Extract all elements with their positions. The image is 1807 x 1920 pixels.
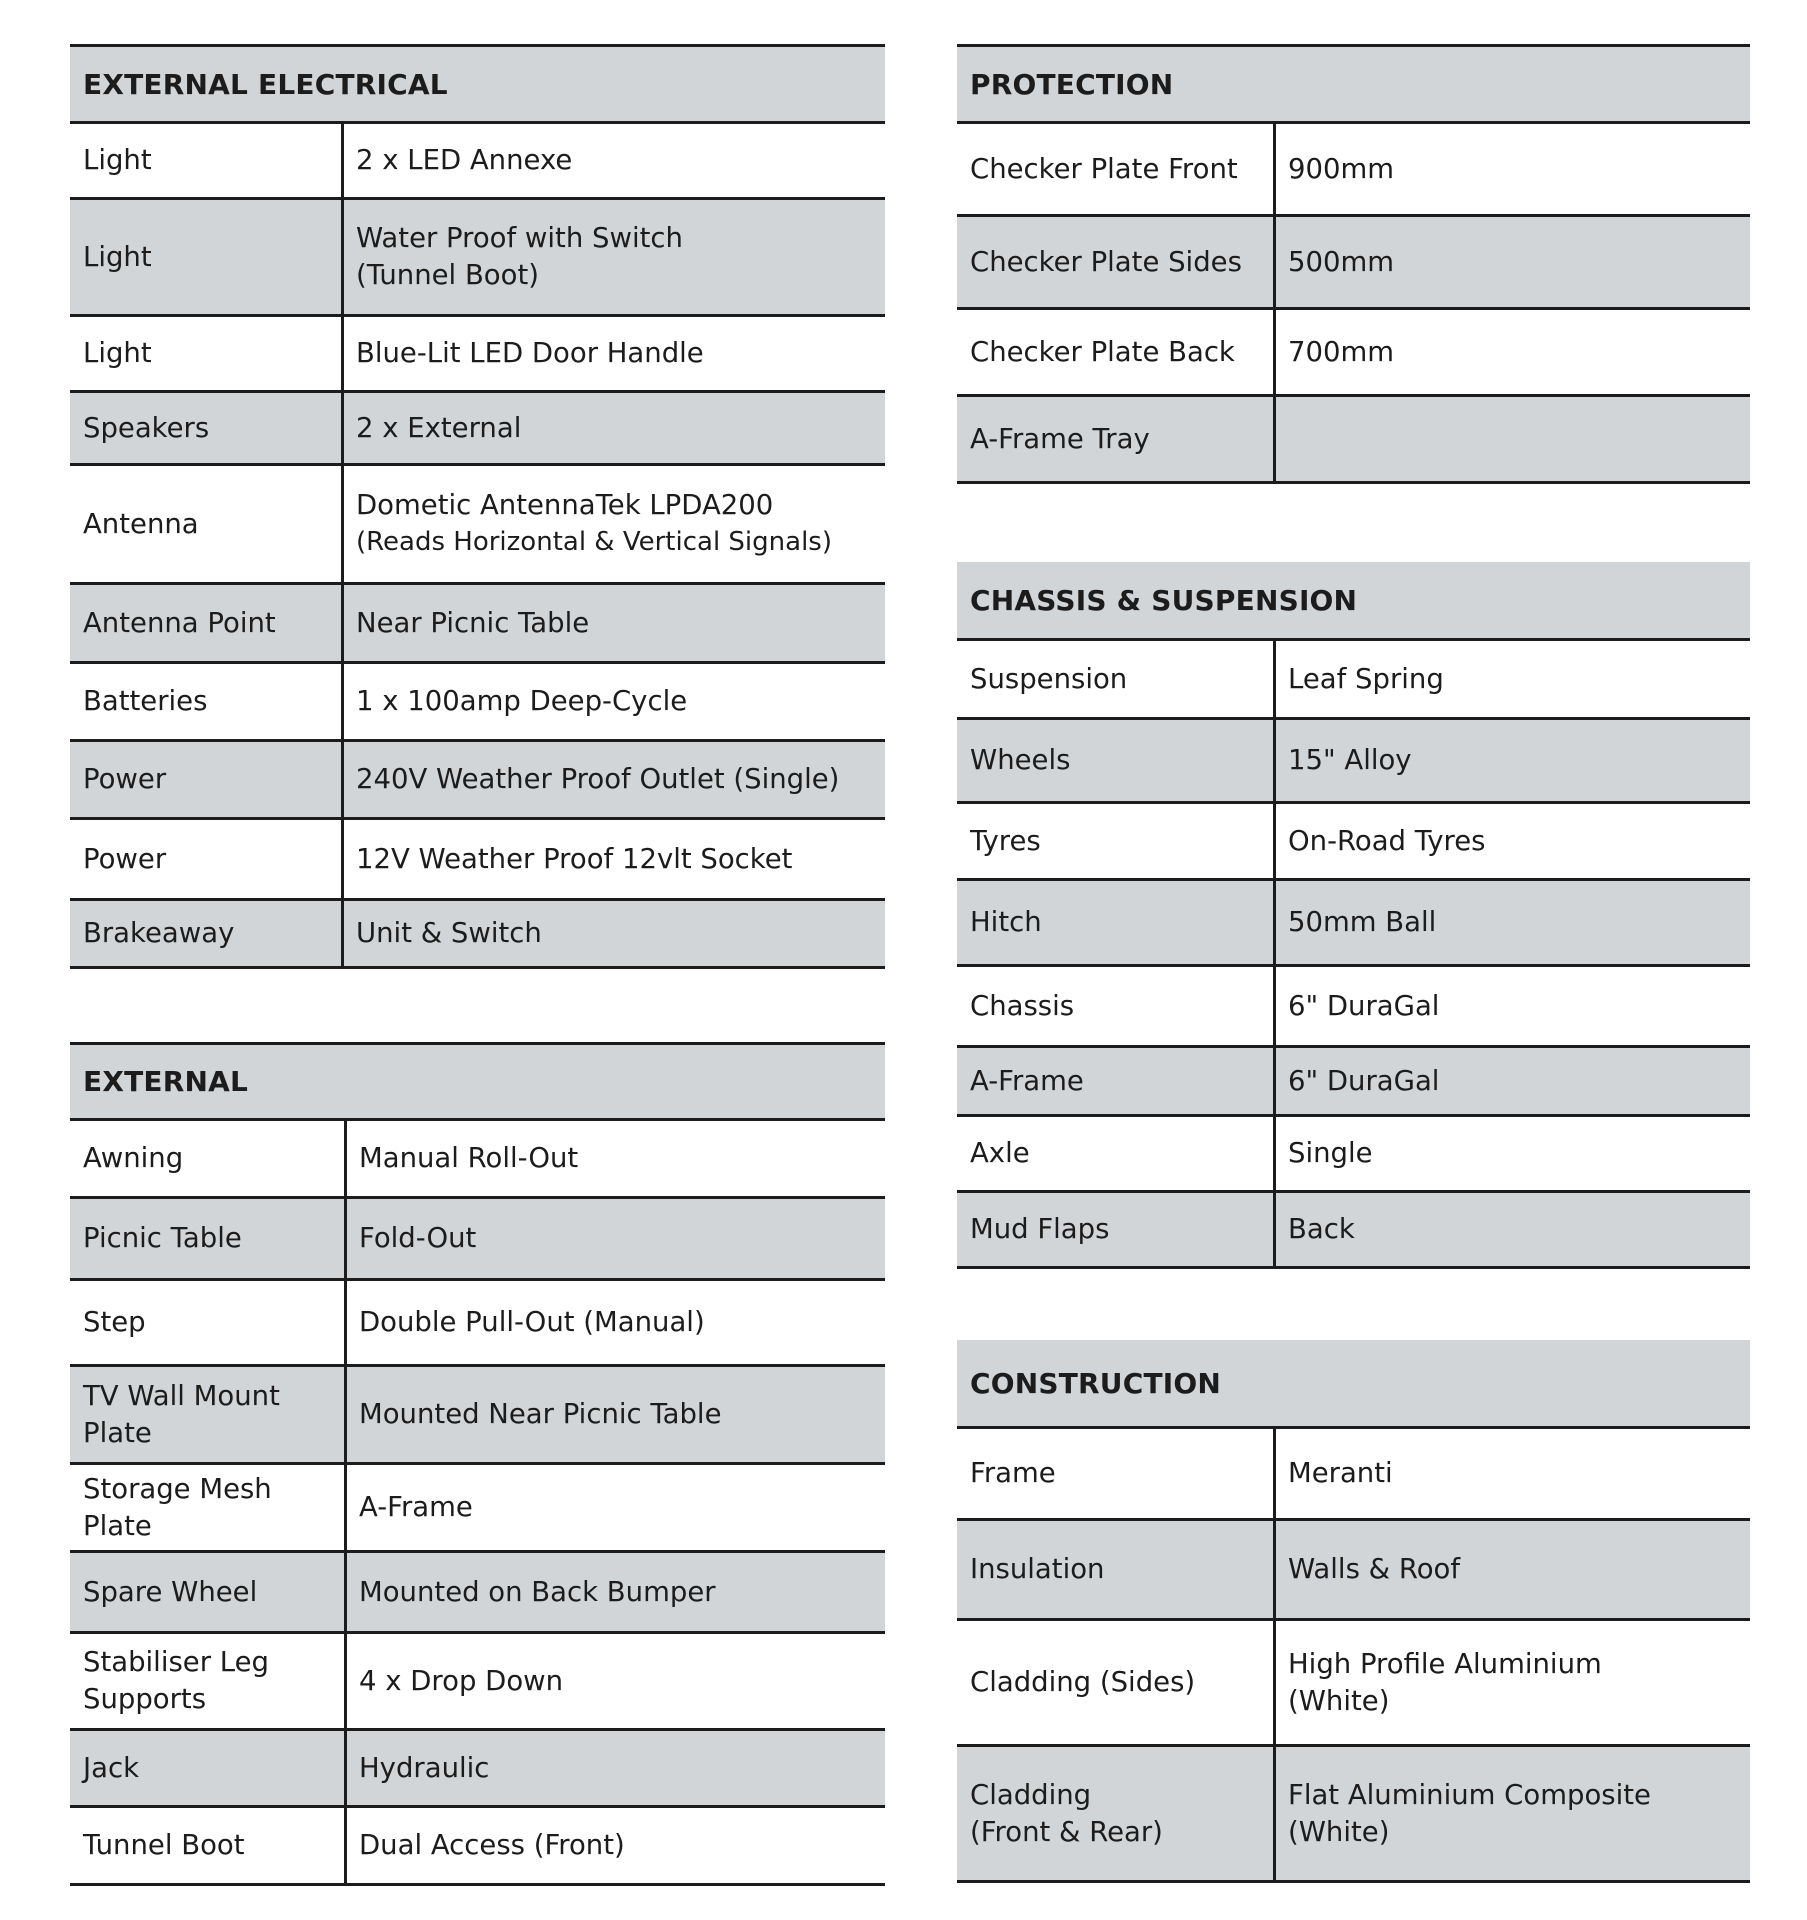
row-value: Near Picnic Table (356, 606, 590, 639)
row-label: Tunnel Boot (70, 1808, 347, 1883)
row-value: Dual Access (Front) (359, 1829, 625, 1861)
row-label: Wheels (957, 720, 1276, 801)
table-row (957, 1747, 1750, 1883)
row-label: Axle (957, 1117, 1276, 1190)
row-value: Back (1288, 1213, 1355, 1245)
table-row (957, 720, 1750, 804)
row-label: A-Frame (957, 1048, 1276, 1114)
row-label: Batteries (70, 664, 344, 739)
row-label: Insulation (957, 1521, 1276, 1618)
row-value: Double Pull-Out (Manual) (359, 1306, 705, 1338)
table-row (957, 1048, 1750, 1117)
value-line: High Profile Aluminium (1288, 1647, 1602, 1680)
table-row (957, 1193, 1750, 1269)
row-value: 500mm (1288, 245, 1395, 278)
row-label: Awning (70, 1121, 347, 1196)
row-value: Single (1288, 1137, 1373, 1169)
row-value: Mounted Near Picnic Table (359, 1398, 722, 1430)
row-label: Chassis (957, 967, 1276, 1045)
row-value: Leaf Spring (1288, 662, 1444, 695)
value-line: (White) (1288, 1815, 1390, 1848)
table-row (957, 1429, 1750, 1521)
row-value (1276, 1747, 1750, 1880)
row-value: 4 x Drop Down (359, 1664, 564, 1697)
row-label (70, 1367, 347, 1462)
table-row (957, 641, 1750, 720)
row-value: Hydraulic (359, 1751, 490, 1784)
row-label: Tyres (957, 804, 1276, 878)
label-line: Storage Mesh (83, 1472, 272, 1505)
external-electrical-table (70, 44, 885, 969)
row-label: Cladding (Sides) (957, 1621, 1276, 1744)
table-row (70, 124, 885, 200)
section-header: CHASSIS & SUSPENSION (957, 562, 1750, 641)
table-row (70, 585, 885, 664)
table-row (70, 1199, 885, 1281)
row-label: Spare Wheel (70, 1553, 347, 1631)
row-label: Frame (957, 1429, 1276, 1518)
table-row (70, 1808, 885, 1886)
chassis-suspension-table (957, 562, 1750, 1269)
table-row (70, 1634, 885, 1731)
label-line: Cladding (970, 1778, 1092, 1811)
row-label: Antenna Point (70, 585, 344, 661)
label-line: Stabiliser Leg (83, 1646, 269, 1678)
table-row (70, 317, 885, 393)
row-value: 700mm (1288, 335, 1395, 368)
row-label: Checker Plate Back (957, 310, 1276, 394)
row-label: Light (70, 124, 344, 197)
row-value: 2 x LED Annexe (356, 144, 573, 176)
table-row (70, 466, 885, 585)
row-value: Fold-Out (359, 1222, 477, 1254)
row-value: Manual Roll-Out (359, 1142, 579, 1174)
label-line: Plate (83, 1416, 152, 1449)
section-header: EXTERNAL ELECTRICAL (70, 44, 885, 124)
table-row (70, 901, 885, 969)
row-label: Picnic Table (70, 1199, 347, 1278)
table-row (957, 1521, 1750, 1621)
table-row (70, 1121, 885, 1199)
row-label: Jack (70, 1731, 347, 1805)
row-label: Power (70, 820, 344, 898)
section-header: EXTERNAL (70, 1042, 885, 1121)
value-line: (Tunnel Boot) (356, 259, 539, 291)
table-row (957, 124, 1750, 217)
row-value (1276, 397, 1750, 481)
table-row (957, 310, 1750, 397)
row-value: 15" Alloy (1288, 744, 1412, 776)
external-table (70, 1042, 885, 1886)
row-label: Checker Plate Sides (957, 217, 1276, 307)
table-row (957, 967, 1750, 1048)
row-label: A-Frame Tray (957, 397, 1276, 481)
row-label: Mud Flaps (957, 1193, 1276, 1266)
row-label (70, 1634, 347, 1728)
row-value: 240V Weather Proof Outlet (Single) (356, 763, 840, 795)
row-value (1276, 1621, 1750, 1744)
row-value (344, 200, 885, 314)
table-row (70, 1465, 885, 1553)
table-row (70, 664, 885, 742)
row-value: 1 x 100amp Deep-Cycle (356, 685, 688, 717)
row-value: A-Frame (359, 1491, 473, 1523)
label-line: Supports (83, 1683, 207, 1715)
row-value: 50mm Ball (1288, 906, 1437, 938)
table-row (70, 393, 885, 466)
table-row (70, 1553, 885, 1634)
row-value: 900mm (1288, 152, 1395, 185)
row-label: Hitch (957, 881, 1276, 964)
row-value: 12V Weather Proof 12vlt Socket (356, 842, 793, 875)
row-value: On-Road Tyres (1288, 824, 1486, 857)
table-row (70, 1281, 885, 1367)
row-value: Mounted on Back Bumper (359, 1575, 716, 1608)
row-value: 6" DuraGal (1288, 1064, 1440, 1097)
row-label: Light (70, 200, 344, 314)
row-label: Speakers (70, 393, 344, 463)
row-label (70, 1465, 347, 1550)
value-line: (White) (1288, 1684, 1390, 1717)
label-line: TV Wall Mount (83, 1379, 280, 1412)
row-label: Power (70, 742, 344, 817)
row-label: Brakeaway (70, 901, 344, 966)
table-row (70, 200, 885, 317)
table-row (957, 1117, 1750, 1193)
row-value: 6" DuraGal (1288, 989, 1440, 1022)
label-line: Plate (83, 1509, 152, 1542)
table-row (957, 881, 1750, 967)
row-value: Walls & Roof (1288, 1553, 1461, 1585)
table-row (957, 1621, 1750, 1747)
table-row (70, 820, 885, 901)
row-value (344, 466, 885, 582)
row-label: Antenna (70, 466, 344, 582)
value-line: Water Proof with Switch (356, 222, 683, 254)
table-row (70, 1731, 885, 1808)
row-label: Checker Plate Front (957, 124, 1276, 214)
row-value: 2 x External (356, 411, 522, 444)
row-label: Suspension (957, 641, 1276, 717)
label-line: (Front & Rear) (970, 1815, 1163, 1848)
row-label (957, 1747, 1276, 1880)
table-row (70, 1367, 885, 1465)
row-value: Blue-Lit LED Door Handle (356, 337, 704, 369)
section-header: PROTECTION (957, 44, 1750, 124)
section-header: CONSTRUCTION (957, 1340, 1750, 1429)
row-value: Meranti (1288, 1457, 1393, 1489)
value-line: Flat Aluminium Composite (1288, 1778, 1651, 1811)
row-label: Light (70, 317, 344, 390)
table-row (957, 397, 1750, 484)
protection-table (957, 44, 1750, 484)
table-row (70, 742, 885, 820)
row-label: Step (70, 1281, 347, 1364)
construction-table (957, 1340, 1750, 1883)
value-line: (Reads Horizontal & Vertical Signals) (356, 527, 832, 557)
row-value: Unit & Switch (356, 917, 542, 949)
table-row (957, 804, 1750, 881)
value-line: Dometic AntennaTek LPDA200 (356, 489, 774, 521)
table-row (957, 217, 1750, 310)
